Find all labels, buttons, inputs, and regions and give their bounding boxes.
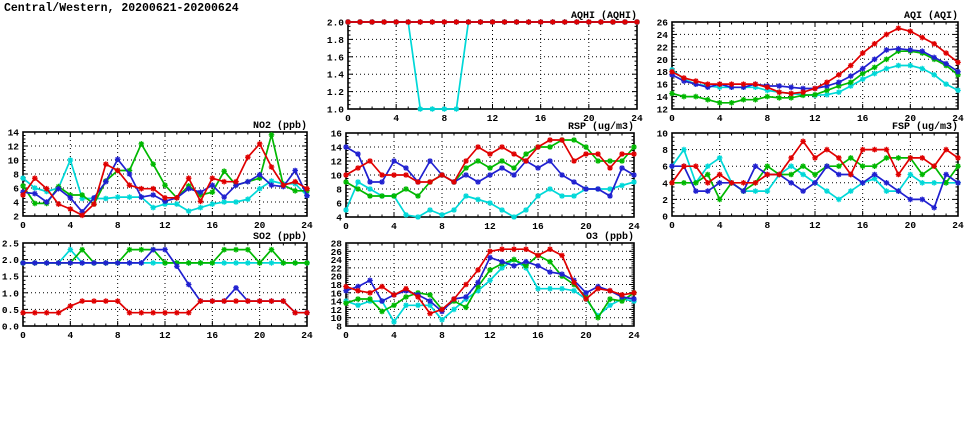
y-tick-label: 6 bbox=[13, 183, 19, 195]
y-tick-label: 20 bbox=[330, 271, 342, 283]
chart-title: NO2 (ppb) bbox=[252, 121, 307, 132]
y-tick-label: 1.8 bbox=[326, 34, 344, 46]
y-tick-label: 2.0 bbox=[1, 255, 19, 267]
x-tick-label: 12 bbox=[159, 220, 171, 231]
x-tick-label: 20 bbox=[580, 330, 592, 341]
y-tick-label: 16 bbox=[330, 128, 342, 140]
x-tick-label: 0 bbox=[343, 221, 349, 232]
x-tick-label: 8 bbox=[439, 221, 445, 232]
x-tick-label: 20 bbox=[904, 113, 917, 124]
y-tick-label: 4 bbox=[336, 212, 342, 224]
x-tick-label: 0 bbox=[669, 113, 675, 124]
x-tick-label: 8 bbox=[114, 330, 121, 341]
fsp-series-blue bbox=[669, 163, 961, 210]
y-tick-label: 12 bbox=[330, 156, 342, 168]
y-tick-label: 16 bbox=[656, 79, 668, 91]
x-tick-label: 24 bbox=[952, 113, 964, 124]
x-tick-label: 24 bbox=[628, 330, 640, 341]
y-tick-label: 0.5 bbox=[1, 304, 19, 316]
x-tick-label: 16 bbox=[206, 330, 219, 341]
aqhi-chart bbox=[320, 6, 650, 130]
x-tick-label: 12 bbox=[159, 330, 171, 341]
chart-title: AQI (AQI) bbox=[903, 11, 958, 22]
data-point-markers bbox=[345, 19, 640, 112]
y-tick-label: 12 bbox=[656, 104, 668, 116]
y-tick-label: 10 bbox=[330, 313, 342, 325]
x-tick-label: 16 bbox=[206, 220, 219, 231]
axis-labels bbox=[331, 231, 640, 341]
x-tick-label: 12 bbox=[484, 221, 496, 232]
x-tick-label: 8 bbox=[764, 220, 771, 231]
chart-title: RSP (ug/m3) bbox=[567, 122, 634, 133]
y-tick-label: 8 bbox=[13, 169, 19, 181]
x-tick-label: 24 bbox=[301, 330, 313, 341]
y-tick-label: 24 bbox=[330, 255, 342, 267]
y-tick-label: 22 bbox=[656, 42, 668, 54]
aqi-chart bbox=[645, 6, 973, 130]
o3-plot bbox=[322, 227, 644, 351]
aqhi-series-cyan bbox=[345, 19, 640, 112]
so2-chart bbox=[0, 227, 320, 351]
y-tick-label: 2.0 bbox=[326, 17, 344, 29]
y-tick-label: 8 bbox=[336, 184, 342, 196]
y-tick-label: 0 bbox=[662, 211, 668, 223]
x-tick-label: 4 bbox=[391, 330, 397, 341]
axis-labels bbox=[327, 10, 643, 124]
y-tick-label: 20 bbox=[656, 54, 668, 66]
chart-title: SO2 (ppb) bbox=[252, 232, 307, 243]
x-tick-label: 4 bbox=[67, 330, 74, 341]
y-tick-label: 1.6 bbox=[326, 52, 344, 64]
x-tick-label: 16 bbox=[532, 221, 544, 232]
y-tick-label: 26 bbox=[330, 246, 342, 258]
y-tick-label: 28 bbox=[330, 238, 342, 250]
y-tick-label: 18 bbox=[656, 67, 668, 79]
y-tick-label: 6 bbox=[662, 161, 668, 173]
y-tick-label: 1.0 bbox=[326, 104, 344, 116]
x-tick-label: 20 bbox=[253, 220, 266, 231]
y-tick-label: 12 bbox=[7, 141, 19, 153]
chart-title: FSP (ug/m3) bbox=[891, 122, 958, 133]
x-tick-label: 12 bbox=[486, 113, 499, 124]
x-tick-label: 0 bbox=[345, 113, 351, 124]
y-tick-label: 2.5 bbox=[1, 238, 19, 250]
y-tick-label: 6 bbox=[336, 198, 342, 210]
x-tick-label: 12 bbox=[809, 113, 821, 124]
x-tick-label: 16 bbox=[856, 113, 869, 124]
y-tick-label: 2 bbox=[662, 194, 668, 206]
y-tick-label: 24 bbox=[656, 29, 668, 41]
y-tick-label: 10 bbox=[330, 170, 342, 182]
x-tick-label: 4 bbox=[391, 221, 397, 232]
so2-series-red bbox=[20, 298, 310, 315]
x-tick-label: 12 bbox=[484, 330, 496, 341]
y-tick-label: 1.0 bbox=[1, 288, 19, 300]
y-tick-label: 14 bbox=[656, 92, 668, 104]
y-tick-label: 0.0 bbox=[1, 321, 19, 333]
so2-plot bbox=[0, 227, 320, 351]
y-tick-label: 8 bbox=[662, 145, 668, 157]
x-tick-label: 4 bbox=[393, 113, 400, 124]
no2-plot bbox=[0, 116, 320, 240]
y-tick-label: 1.2 bbox=[326, 87, 344, 99]
x-tick-label: 4 bbox=[716, 113, 723, 124]
y-tick-label: 1.4 bbox=[326, 69, 344, 81]
axis-ticks bbox=[348, 22, 637, 109]
aqhi-plot bbox=[320, 6, 650, 130]
x-tick-label: 20 bbox=[904, 220, 917, 231]
y-tick-label: 14 bbox=[330, 296, 342, 308]
no2-chart bbox=[0, 116, 320, 240]
x-tick-label: 8 bbox=[764, 113, 771, 124]
x-tick-label: 8 bbox=[439, 330, 445, 341]
o3-chart bbox=[322, 227, 644, 351]
y-tick-label: 12 bbox=[330, 304, 342, 316]
x-tick-label: 16 bbox=[856, 220, 869, 231]
y-tick-label: 10 bbox=[7, 155, 19, 167]
x-tick-label: 20 bbox=[583, 113, 595, 124]
rsp-plot bbox=[322, 116, 644, 240]
x-tick-label: 0 bbox=[20, 220, 26, 231]
x-tick-label: 16 bbox=[532, 330, 544, 341]
y-tick-label: 10 bbox=[656, 128, 668, 140]
y-tick-label: 1.5 bbox=[1, 271, 19, 283]
chart-title: AQHI (AQHI) bbox=[570, 11, 637, 22]
y-tick-label: 4 bbox=[13, 197, 19, 209]
x-tick-label: 4 bbox=[716, 220, 723, 231]
x-tick-label: 0 bbox=[343, 330, 349, 341]
y-tick-label: 14 bbox=[330, 142, 342, 154]
x-tick-label: 24 bbox=[301, 220, 313, 231]
x-tick-label: 4 bbox=[67, 220, 74, 231]
aqi-plot bbox=[645, 6, 973, 130]
x-tick-label: 24 bbox=[628, 221, 640, 232]
x-tick-label: 0 bbox=[669, 220, 675, 231]
x-tick-label: 0 bbox=[20, 330, 26, 341]
y-tick-label: 4 bbox=[662, 178, 668, 190]
x-tick-label: 20 bbox=[580, 221, 592, 232]
x-tick-label: 24 bbox=[952, 220, 964, 231]
x-tick-label: 20 bbox=[253, 330, 266, 341]
y-tick-label: 8 bbox=[336, 321, 342, 333]
x-tick-label: 8 bbox=[441, 113, 448, 124]
y-tick-label: 22 bbox=[330, 263, 342, 275]
page-title: Central/Western, 20200621-20200624 bbox=[4, 2, 239, 15]
axis-labels bbox=[331, 121, 640, 232]
x-tick-label: 8 bbox=[114, 220, 121, 231]
fsp-plot bbox=[645, 116, 973, 240]
gridlines bbox=[348, 22, 637, 109]
y-tick-label: 16 bbox=[330, 288, 342, 300]
y-tick-label: 14 bbox=[7, 127, 19, 139]
y-tick-label: 26 bbox=[656, 17, 668, 29]
rsp-chart bbox=[322, 116, 644, 240]
chart-title: O3 (ppb) bbox=[585, 232, 634, 243]
x-tick-label: 16 bbox=[534, 113, 547, 124]
axis-labels bbox=[2, 231, 313, 341]
y-tick-label: 2 bbox=[13, 211, 19, 223]
x-tick-label: 24 bbox=[631, 113, 643, 124]
plot-border bbox=[348, 22, 637, 109]
y-tick-label: 18 bbox=[330, 280, 342, 291]
fsp-chart bbox=[645, 116, 973, 240]
x-tick-label: 12 bbox=[809, 220, 821, 231]
